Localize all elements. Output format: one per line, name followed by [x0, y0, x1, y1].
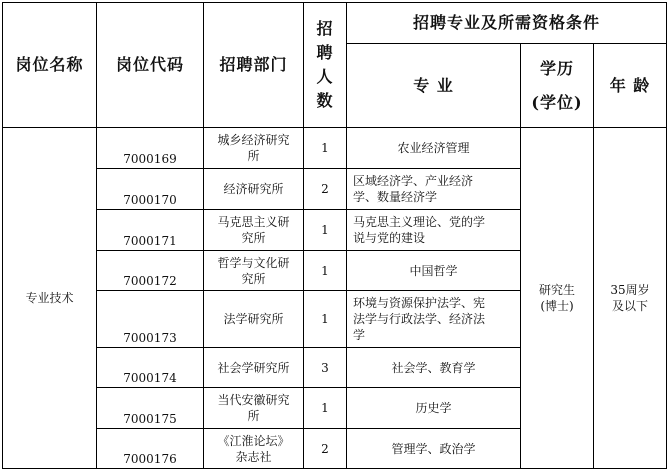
header-position-code: 岗位代码 [97, 3, 204, 128]
major-line: 法学与行政法学、经济法 [353, 312, 486, 326]
education-line: 研究生 [538, 283, 575, 297]
header-education-line: (学位) [531, 92, 583, 112]
major-cell [347, 388, 521, 429]
header-count-char: 人 [316, 67, 334, 86]
major-line: 农业经济管理 [397, 141, 470, 155]
header-count-char: 数 [316, 91, 334, 110]
major-cell [347, 348, 521, 388]
department-line: 马克思主义研 [217, 215, 290, 229]
department-line: 社会学研究所 [217, 360, 290, 375]
department-line: 究所 [241, 231, 266, 245]
department-line: 《江淮论坛》 [217, 433, 290, 448]
department-cell [204, 348, 304, 388]
major-line: 马克思主义理论、党的学 [353, 215, 486, 229]
major-line: 说与党的建设 [353, 231, 426, 245]
department-line: 哲学与文化研 [217, 255, 290, 270]
header-position-name: 岗位名称 [3, 3, 97, 128]
major-line: 中国哲学 [409, 263, 458, 278]
department-cell [204, 251, 304, 291]
header-requirements-group: 招聘专业及所需资格条件 [347, 3, 667, 44]
header-count-char: 聘 [316, 43, 334, 62]
header-education [521, 44, 594, 128]
position-code-cell: 7000174 [97, 348, 204, 388]
age-line: 35周岁 [610, 283, 650, 297]
major-line: 学、数量经济学 [353, 190, 438, 204]
major-line: 历史学 [415, 401, 452, 415]
headcount-cell: 1 [304, 128, 347, 169]
major-cell [347, 210, 521, 251]
table-body [3, 3, 667, 469]
major-cell [347, 128, 521, 169]
major-cell [347, 251, 521, 291]
department-cell [204, 169, 304, 210]
header-age: 年 龄 [594, 44, 667, 128]
department-line: 城乡经济研究 [217, 133, 290, 147]
headcount-cell: 1 [304, 291, 347, 348]
major-cell [347, 429, 521, 469]
major-line: 区域经济学、产业经济 [353, 174, 474, 188]
headcount-cell: 2 [304, 169, 347, 210]
position-code-cell: 7000173 [97, 291, 204, 348]
department-line: 杂志社 [235, 449, 272, 464]
position-code-cell: 7000175 [97, 388, 204, 429]
header-count-char: 招 [316, 19, 334, 38]
education-cell [521, 128, 594, 469]
recruitment-table [2, 2, 667, 469]
position-code-cell: 7000171 [97, 210, 204, 251]
position-code-cell: 7000172 [97, 251, 204, 291]
position-code-cell: 7000169 [97, 128, 204, 169]
department-cell [204, 429, 304, 469]
headcount-cell: 3 [304, 348, 347, 388]
major-cell [347, 291, 521, 348]
department-line: 究所 [241, 271, 266, 286]
department-cell [204, 291, 304, 348]
major-cell [347, 169, 521, 210]
major-line: 管理学、政治学 [391, 441, 476, 456]
age-cell [594, 128, 667, 469]
department-line: 法学研究所 [223, 312, 284, 326]
age-line: 及以下 [612, 299, 649, 313]
position-code-cell: 7000176 [97, 429, 204, 469]
major-line: 学 [353, 328, 366, 342]
headcount-cell: 1 [304, 388, 347, 429]
major-line: 环境与资源保护法学、宪 [353, 296, 486, 310]
department-cell [204, 388, 304, 429]
header-row-top [3, 3, 667, 44]
education-line: (博士) [540, 299, 574, 313]
department-line: 经济研究所 [223, 182, 284, 196]
header-count [304, 3, 347, 128]
department-cell [204, 210, 304, 251]
recruitment-sheet [2, 2, 666, 472]
position-name-cell: 专业技术 [3, 128, 97, 469]
department-line: 所 [247, 149, 260, 163]
headcount-cell: 2 [304, 429, 347, 469]
header-department: 招聘部门 [204, 3, 304, 128]
header-major: 专 业 [347, 44, 521, 128]
department-line: 当代安徽研究 [217, 393, 290, 407]
header-education-line: 学历 [539, 58, 574, 78]
headcount-cell: 1 [304, 251, 347, 291]
headcount-cell: 1 [304, 210, 347, 251]
major-line: 社会学、教育学 [391, 360, 476, 375]
department-line: 所 [247, 409, 260, 423]
department-cell [204, 128, 304, 169]
table-row [3, 128, 667, 169]
position-code-cell: 7000170 [97, 169, 204, 210]
